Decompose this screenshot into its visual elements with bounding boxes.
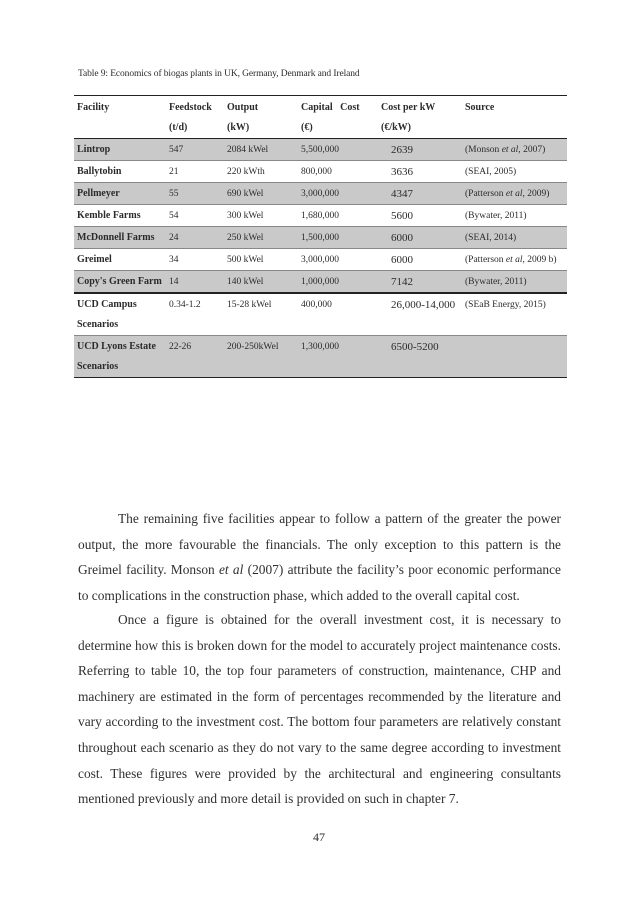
- cell-source: (Patterson et al, 2009): [465, 189, 550, 199]
- cell-facility: Lintrop: [77, 144, 111, 155]
- cell-cost-per-kw: 6500-5200: [391, 341, 439, 353]
- cell-source: (SEaB Energy, 2015): [465, 300, 546, 310]
- cell-source: (SEAI, 2005): [465, 167, 517, 177]
- header-output: Output (kW): [227, 102, 259, 133]
- cell-feedstock: 22-26: [169, 342, 192, 352]
- header-cost-per-kw: Cost per kW (€/kW): [381, 102, 436, 133]
- cell-feedstock: 24: [169, 233, 179, 243]
- cell-facility: UCD Lyons Estate Scenarios: [77, 341, 156, 372]
- cell-cost-per-kw: 6000: [391, 232, 413, 244]
- cell-source: (Bywater, 2011): [465, 211, 527, 221]
- cell-output: 15-28 kWel: [227, 300, 272, 310]
- cell-cost-per-kw: 6000: [391, 254, 413, 266]
- cell-capital: 1,000,000: [301, 277, 339, 287]
- cell-output: 140 kWel: [227, 277, 264, 287]
- table-row: [74, 183, 567, 205]
- table-row: [74, 293, 567, 336]
- cell-feedstock: 547: [169, 145, 184, 155]
- cell-output: 200-250kWel: [227, 342, 279, 352]
- cell-output: 690 kWel: [227, 189, 264, 199]
- cell-cost-per-kw: 4347: [391, 188, 413, 200]
- cell-source: (Patterson et al, 2009 b): [465, 255, 557, 265]
- cell-facility: Ballytobin: [77, 166, 122, 177]
- cell-feedstock: 55: [169, 189, 179, 199]
- cell-cost-per-kw: 26,000-14,000: [391, 299, 456, 311]
- page-number: 47: [313, 830, 325, 844]
- header-source: Source: [465, 102, 495, 113]
- cell-output: 500 kWel: [227, 255, 264, 265]
- header-capital-cost: Capital Cost (€): [301, 102, 360, 133]
- table-row: [74, 161, 567, 183]
- cell-source: (Monson et al, 2007): [465, 145, 546, 155]
- cell-capital: 1,300,000: [301, 342, 339, 352]
- cell-facility: Kemble Farms: [77, 210, 141, 221]
- cell-output: 2084 kWel: [227, 145, 269, 155]
- cell-capital: 5,500,000: [301, 145, 339, 155]
- table-row: [74, 336, 567, 378]
- cell-source: (SEAI, 2014): [465, 233, 517, 243]
- cell-capital: 3,000,000: [301, 189, 339, 199]
- table-header-row: [74, 96, 567, 139]
- table-row: [74, 139, 567, 161]
- cell-capital: 1,500,000: [301, 233, 339, 243]
- cell-capital: 800,000: [301, 167, 332, 177]
- cell-facility: McDonnell Farms: [77, 232, 155, 243]
- table-row: [74, 227, 567, 249]
- cell-cost-per-kw: 5600: [391, 210, 413, 222]
- table-caption: Table 9: Economics of biogas plants in UK, Germany, Denmark and Ireland: [78, 69, 360, 79]
- paragraph-investment-cost: Once a figure is obtained for the overall investment cost, it is necessary to determine how this is broken down for the model to accurately project maintenance costs. Referring to table 10, the top four parameters of construction, maintenance, CHP and machinery are estimated in the form of percentages recommended by the literature and vary according to the investment cost. The bottom four parameters are relatively constant throughout each scenario as they do not vary to the same degree according to investment cost. These figures were provided by the architectural and engineering consultants mentioned previously and more detail is provided on such in chapter 7.: [78, 612, 561, 807]
- cell-output: 220 kWth: [227, 167, 265, 177]
- header-facility: Facility: [77, 102, 110, 113]
- cell-output: 300 kWel: [227, 211, 264, 221]
- cell-feedstock: 21: [169, 167, 179, 177]
- cell-feedstock: 34: [169, 255, 179, 265]
- cell-cost-per-kw: 2639: [391, 144, 413, 156]
- cell-feedstock: 14: [169, 277, 179, 287]
- cell-capital: 3,000,000: [301, 255, 339, 265]
- cell-capital: 1,680,000: [301, 211, 339, 221]
- cell-facility: UCD Campus Scenarios: [77, 299, 137, 330]
- table-row: [74, 205, 567, 227]
- cell-feedstock: 0.34-1.2: [169, 300, 201, 310]
- cell-facility: Greimel: [77, 254, 112, 265]
- table-row: [74, 271, 567, 294]
- table-row: [74, 249, 567, 271]
- cell-cost-per-kw: 7142: [391, 276, 413, 288]
- paragraph-power-output: The remaining five facilities appear to follow a pattern of the greater the power output, the more favourable the financials. The only exception to this pattern is the Greimel facility. Monson et al (2007) attribute the facility’s poor economic performance to complications in the construction phase, which added to the overall capital cost.: [78, 511, 562, 603]
- economics-table: [74, 95, 567, 378]
- cell-facility: Copy's Green Farm: [77, 276, 162, 287]
- cell-capital: 400,000: [301, 300, 332, 310]
- cell-feedstock: 54: [169, 211, 179, 221]
- cell-facility: Pellmeyer: [77, 188, 120, 199]
- header-feedstock: Feedstock (t/d): [169, 102, 212, 133]
- cell-source: (Bywater, 2011): [465, 277, 527, 287]
- cell-output: 250 kWel: [227, 233, 264, 243]
- cell-cost-per-kw: 3636: [391, 166, 413, 178]
- cell-source: [462, 336, 567, 378]
